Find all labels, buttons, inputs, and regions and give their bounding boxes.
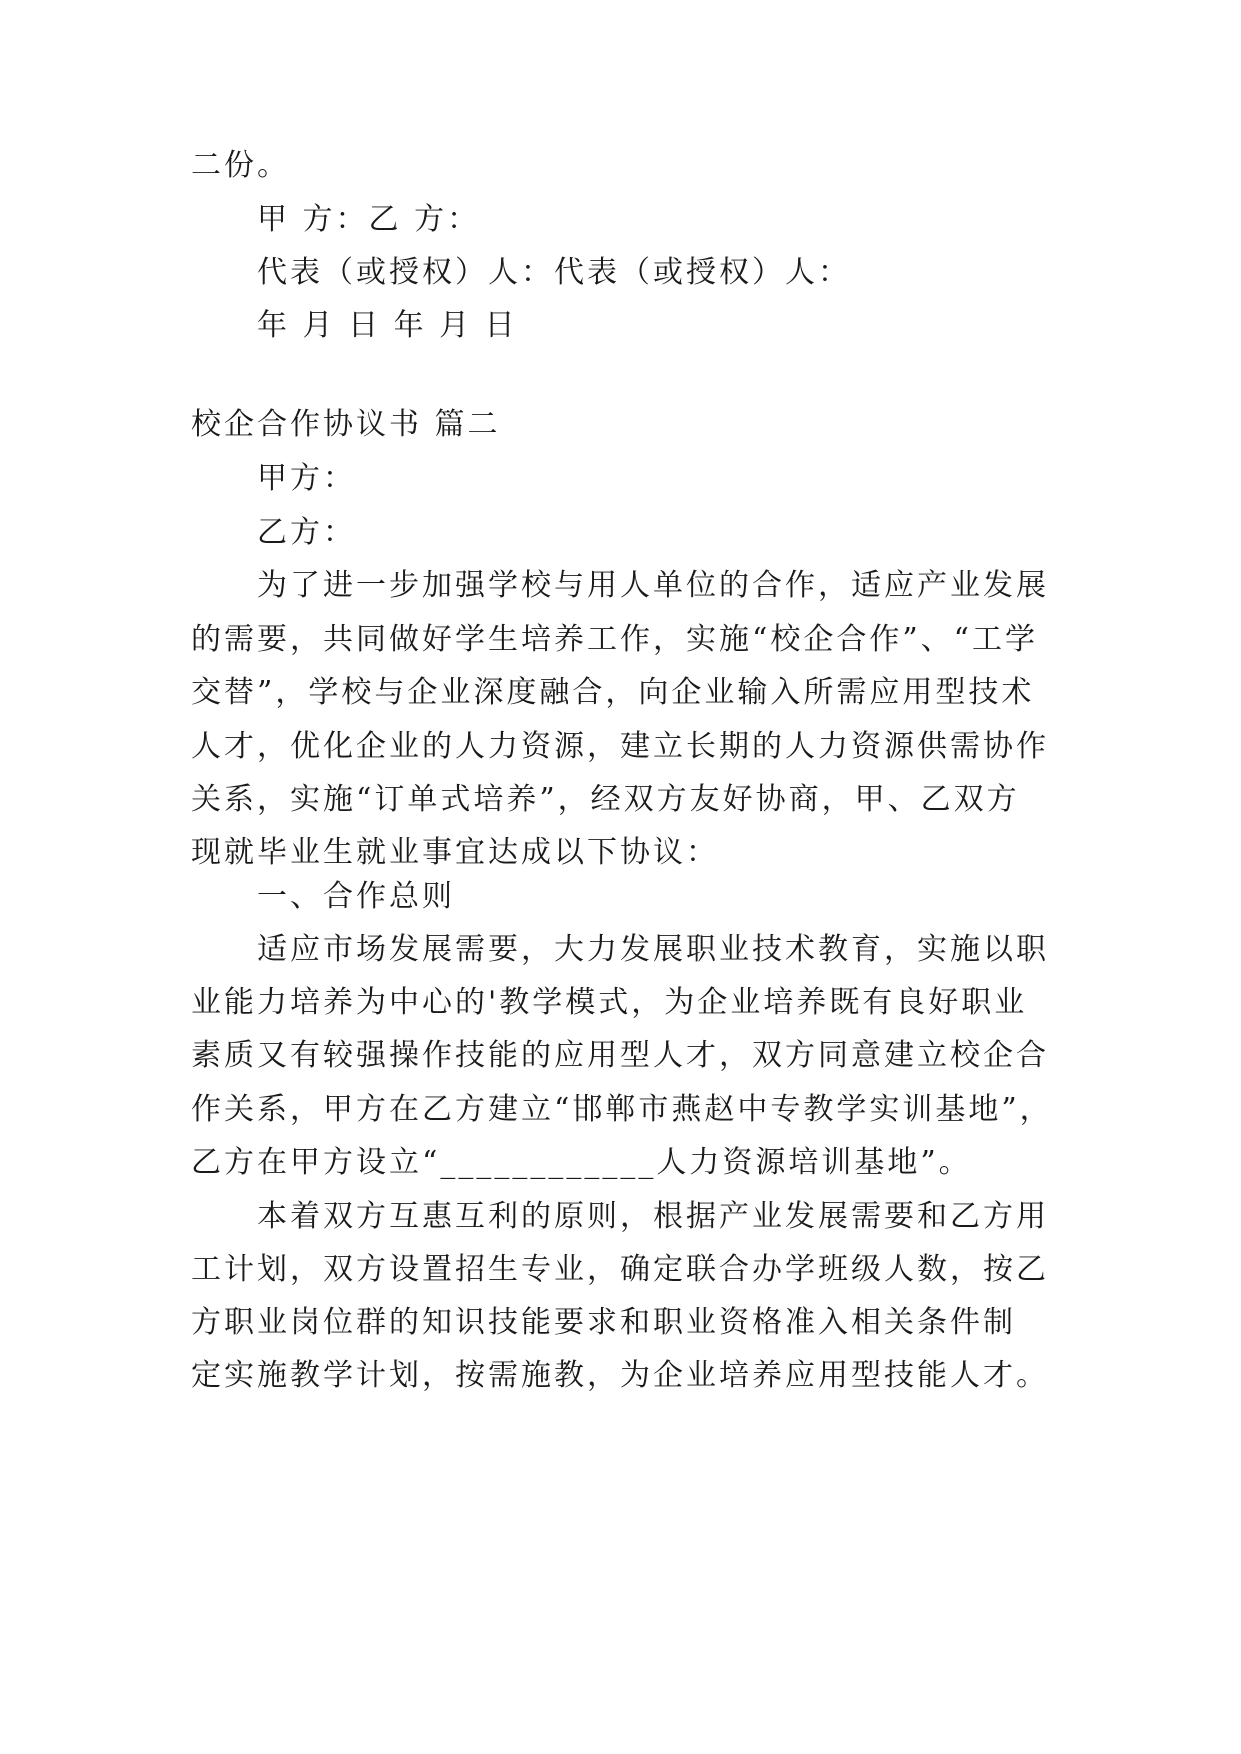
- preamble-line: 交替”，学校与企业深度融合，向企业输入所需应用型技术: [191, 675, 1035, 710]
- clause-1-para1-line: 乙方在甲方设立“____________人力资源培训基地”。: [191, 1145, 972, 1180]
- intro-tail: 二份。: [191, 148, 290, 183]
- preamble-line: 现就毕业生就业事宜达成以下协议：: [191, 835, 719, 870]
- clause-1-para2-line: 本着双方互惠互利的原则，根据产业发展需要和乙方用: [257, 1199, 1049, 1234]
- clause-1-para1-line: 素质又有较强操作技能的应用型人才，双方同意建立校企合: [191, 1038, 1049, 1073]
- section-title: 校企合作协议书 篇二: [191, 407, 501, 442]
- preamble-line: 人才，优化企业的人力资源，建立长期的人力资源供需协作: [191, 729, 1049, 764]
- preamble-line: 为了进一步加强学校与用人单位的合作，适应产业发展: [257, 568, 1049, 603]
- signature-representatives: 代表（或授权）人：代表（或授权）人：: [257, 255, 851, 290]
- preamble-line: 的需要，共同做好学生培养工作，实施“校企合作”、“工学: [191, 622, 1039, 657]
- party-b-label: 乙方：: [257, 515, 356, 550]
- party-a-label: 甲方：: [257, 461, 356, 496]
- clause-1-heading: 一、合作总则: [257, 879, 455, 914]
- clause-1-para1-line: 适应市场发展需要，大力发展职业技术教育，实施以职: [257, 932, 1049, 967]
- clause-1-para1-line: 业能力培养为中心的'教学模式，为企业培养既有良好职业: [191, 985, 1028, 1020]
- clause-1-para1-line: 作关系，甲方在乙方建立“邯郸市燕赵中专教学实训基地”，: [191, 1092, 1053, 1127]
- signature-parties: 甲 方：乙 方：: [257, 202, 481, 237]
- signature-dates: 年 月 日 年 月 日: [257, 308, 518, 343]
- preamble-line: 关系，实施“订单式培养”，经双方友好协商，甲、乙双方: [191, 782, 1020, 817]
- clause-1-para2-line: 工计划，双方设置招生专业，确定联合办学班级人数，按乙: [191, 1252, 1049, 1287]
- clause-1-para2-line: 定实施教学计划，按需施教，为企业培养应用型技能人才。: [191, 1358, 1049, 1393]
- clause-1-para2-line: 方职业岗位群的知识技能要求和职业资格准入相关条件制: [191, 1305, 1016, 1340]
